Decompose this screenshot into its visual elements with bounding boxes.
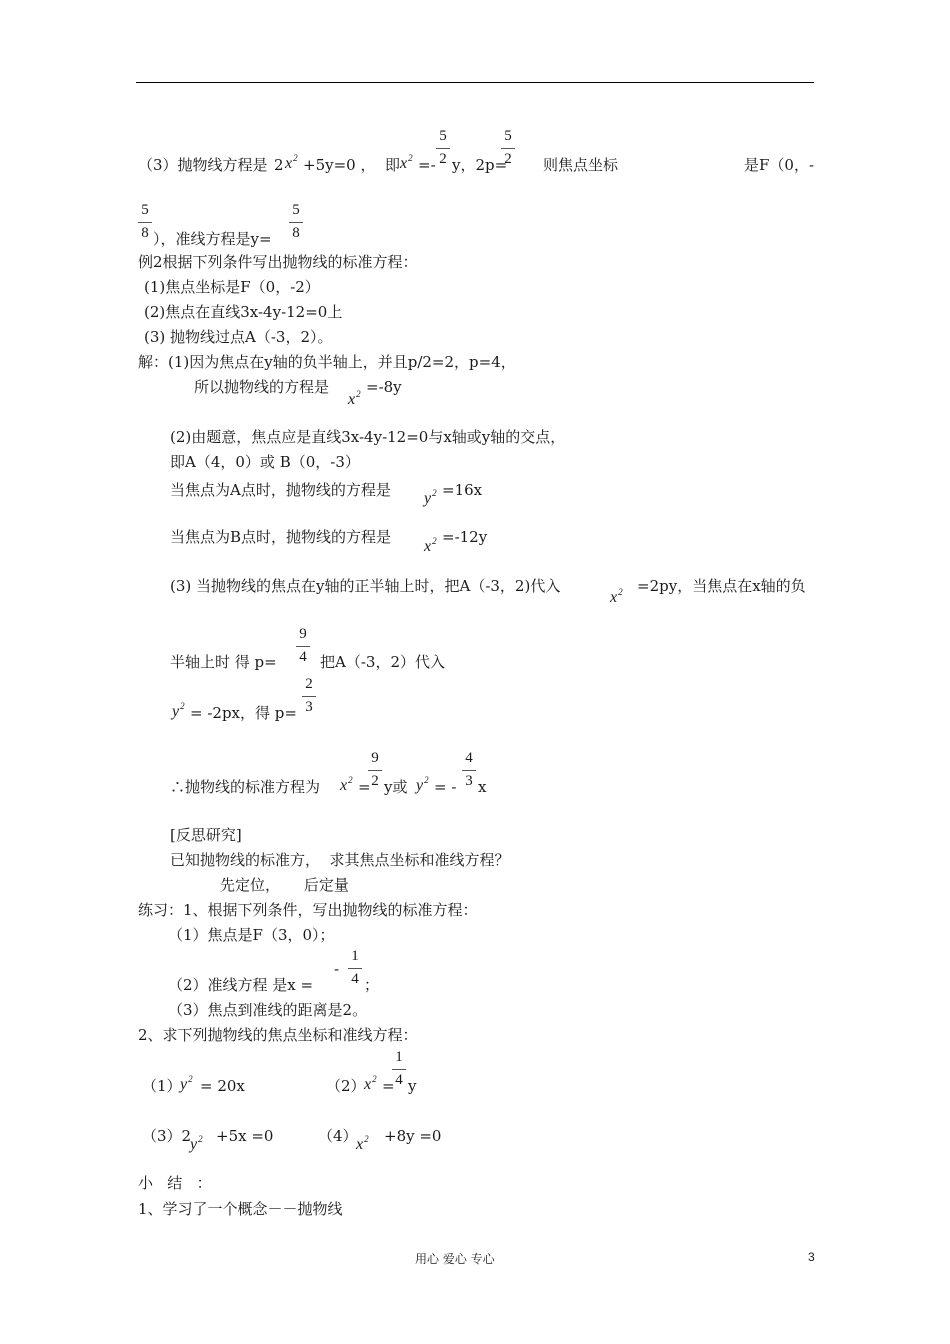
text-line: （3）2 — [142, 1127, 192, 1145]
fraction: 5 8 — [138, 202, 152, 242]
fraction: 1 4 — [392, 1049, 406, 1089]
text-line: = — [358, 778, 371, 796]
text-line: 先定位， 后定量 — [220, 876, 349, 894]
text-line: =2py，当焦点在x轴的负 — [637, 577, 806, 595]
math-x: $x^2$ — [348, 389, 361, 408]
text-line: 所以抛物线的方程是 — [194, 378, 330, 396]
math-y: $y^2$ — [180, 1074, 193, 1093]
math-x: $x^2$ — [400, 153, 413, 172]
text-line: 小 结 ： — [138, 1174, 212, 1192]
text-line: = -2px，得 p= — [190, 704, 297, 722]
math-y: $y^2$ — [172, 701, 185, 720]
text-line: y，2p= — [452, 156, 508, 174]
fraction: 4 3 — [462, 750, 476, 790]
text-line: +8y =0 — [384, 1127, 442, 1145]
math-y: $y^2$ — [424, 488, 437, 507]
text-line: ∴抛物线的标准方程为 — [170, 778, 321, 796]
text-line: (2)由题意，焦点应是直线3x-4y-12=0与x轴或y轴的交点， — [170, 428, 566, 446]
text-line: = - — [434, 778, 457, 796]
text-line: 解：(1)因为焦点在y轴的负半轴上，并且p/2=2，p=4， — [138, 353, 516, 371]
text-line: 1、学习了一个概念－－抛物线 — [138, 1200, 343, 1218]
math-x: $x^2$ — [364, 1074, 377, 1093]
text-line: 把A（-3，2）代入 — [320, 653, 445, 671]
text-line: y或 — [384, 778, 408, 796]
text-line: 是F（0，- — [744, 156, 815, 174]
text-line: 即A（4，0）或 B（0，-3） — [170, 453, 360, 471]
text-line: = — [382, 1077, 395, 1095]
text-line: = 20x — [200, 1077, 245, 1095]
text-line: ； — [364, 976, 380, 994]
text-line: [反思研究] — [170, 826, 242, 844]
text-line: 当焦点为A点时，抛物线的方程是 — [170, 481, 391, 499]
fraction: 5 2 — [501, 128, 515, 168]
math-x: $x^2$ — [356, 1134, 369, 1153]
fraction: 2 3 — [302, 676, 316, 716]
text-line: x — [478, 778, 487, 796]
text-line: （4） — [318, 1127, 358, 1145]
text-line: - — [334, 960, 340, 978]
text-line: y — [408, 1077, 417, 1095]
text-line: =- — [418, 156, 436, 174]
text-line: =-8y — [366, 378, 402, 396]
math-x: $x^2$ — [285, 153, 298, 172]
page-footer: 用心 爱心 专心 — [415, 1252, 495, 1266]
text-line: （1）焦点是F（3，0）； — [168, 926, 335, 944]
math-x: $x^2$ — [610, 587, 623, 606]
text-line: 已知抛物线的标准方， 求其焦点坐标和准线方程？ — [170, 851, 510, 869]
fraction: 9 2 — [368, 750, 382, 790]
text-line: (1)焦点坐标是F（0，-2） — [144, 278, 320, 296]
math-x: $x^2$ — [424, 536, 437, 555]
text-line: +5x =0 — [216, 1127, 274, 1145]
fraction: 5 8 — [289, 202, 303, 242]
fraction: 5 2 — [436, 128, 450, 168]
text-line: （2）准线方程 是x = — [168, 976, 314, 994]
text-line: (3) 当抛物线的焦点在y轴的正半轴上时，把A（-3，2)代入 — [170, 577, 561, 595]
header-rule — [136, 82, 814, 83]
math-x: $x^2$ — [340, 775, 353, 794]
text-line: 2、求下列抛物线的焦点坐标和准线方程： — [138, 1026, 418, 1044]
math-y: $y^2$ — [190, 1134, 203, 1153]
math-y: $y^2$ — [416, 775, 429, 794]
text-line: 则焦点坐标 — [543, 156, 619, 174]
text-line: (3) 抛物线过点A（-3，2）。 — [144, 328, 333, 346]
text-line: 2 — [274, 156, 284, 174]
text-line: =16x — [442, 481, 483, 499]
text-line: 当焦点为B点时，抛物线的方程是 — [170, 528, 392, 546]
page-number: 3 — [808, 1250, 815, 1264]
text-line: (2)焦点在直线3x-4y-12=0上 — [144, 303, 343, 321]
text-line: （1） — [142, 1077, 182, 1095]
text-line: =-12y — [442, 528, 488, 546]
text-line: 半轴上时 得 p= — [170, 653, 277, 671]
text-line: （3）抛物线方程是 — [138, 156, 268, 174]
text-line: 练习：1、根据下列条件，写出抛物线的标准方程： — [138, 901, 478, 919]
text-line: （3）焦点到准线的距离是2。 — [168, 1001, 368, 1019]
text-line: ），准线方程是y= — [153, 230, 272, 248]
fraction: 1 4 — [348, 948, 362, 988]
text-line: 例2根据下列条件写出抛物线的标准方程： — [138, 253, 418, 271]
text-line: +5y=0 ， 即 — [303, 156, 401, 174]
text-line: （2） — [326, 1077, 366, 1095]
fraction: 9 4 — [296, 626, 310, 666]
